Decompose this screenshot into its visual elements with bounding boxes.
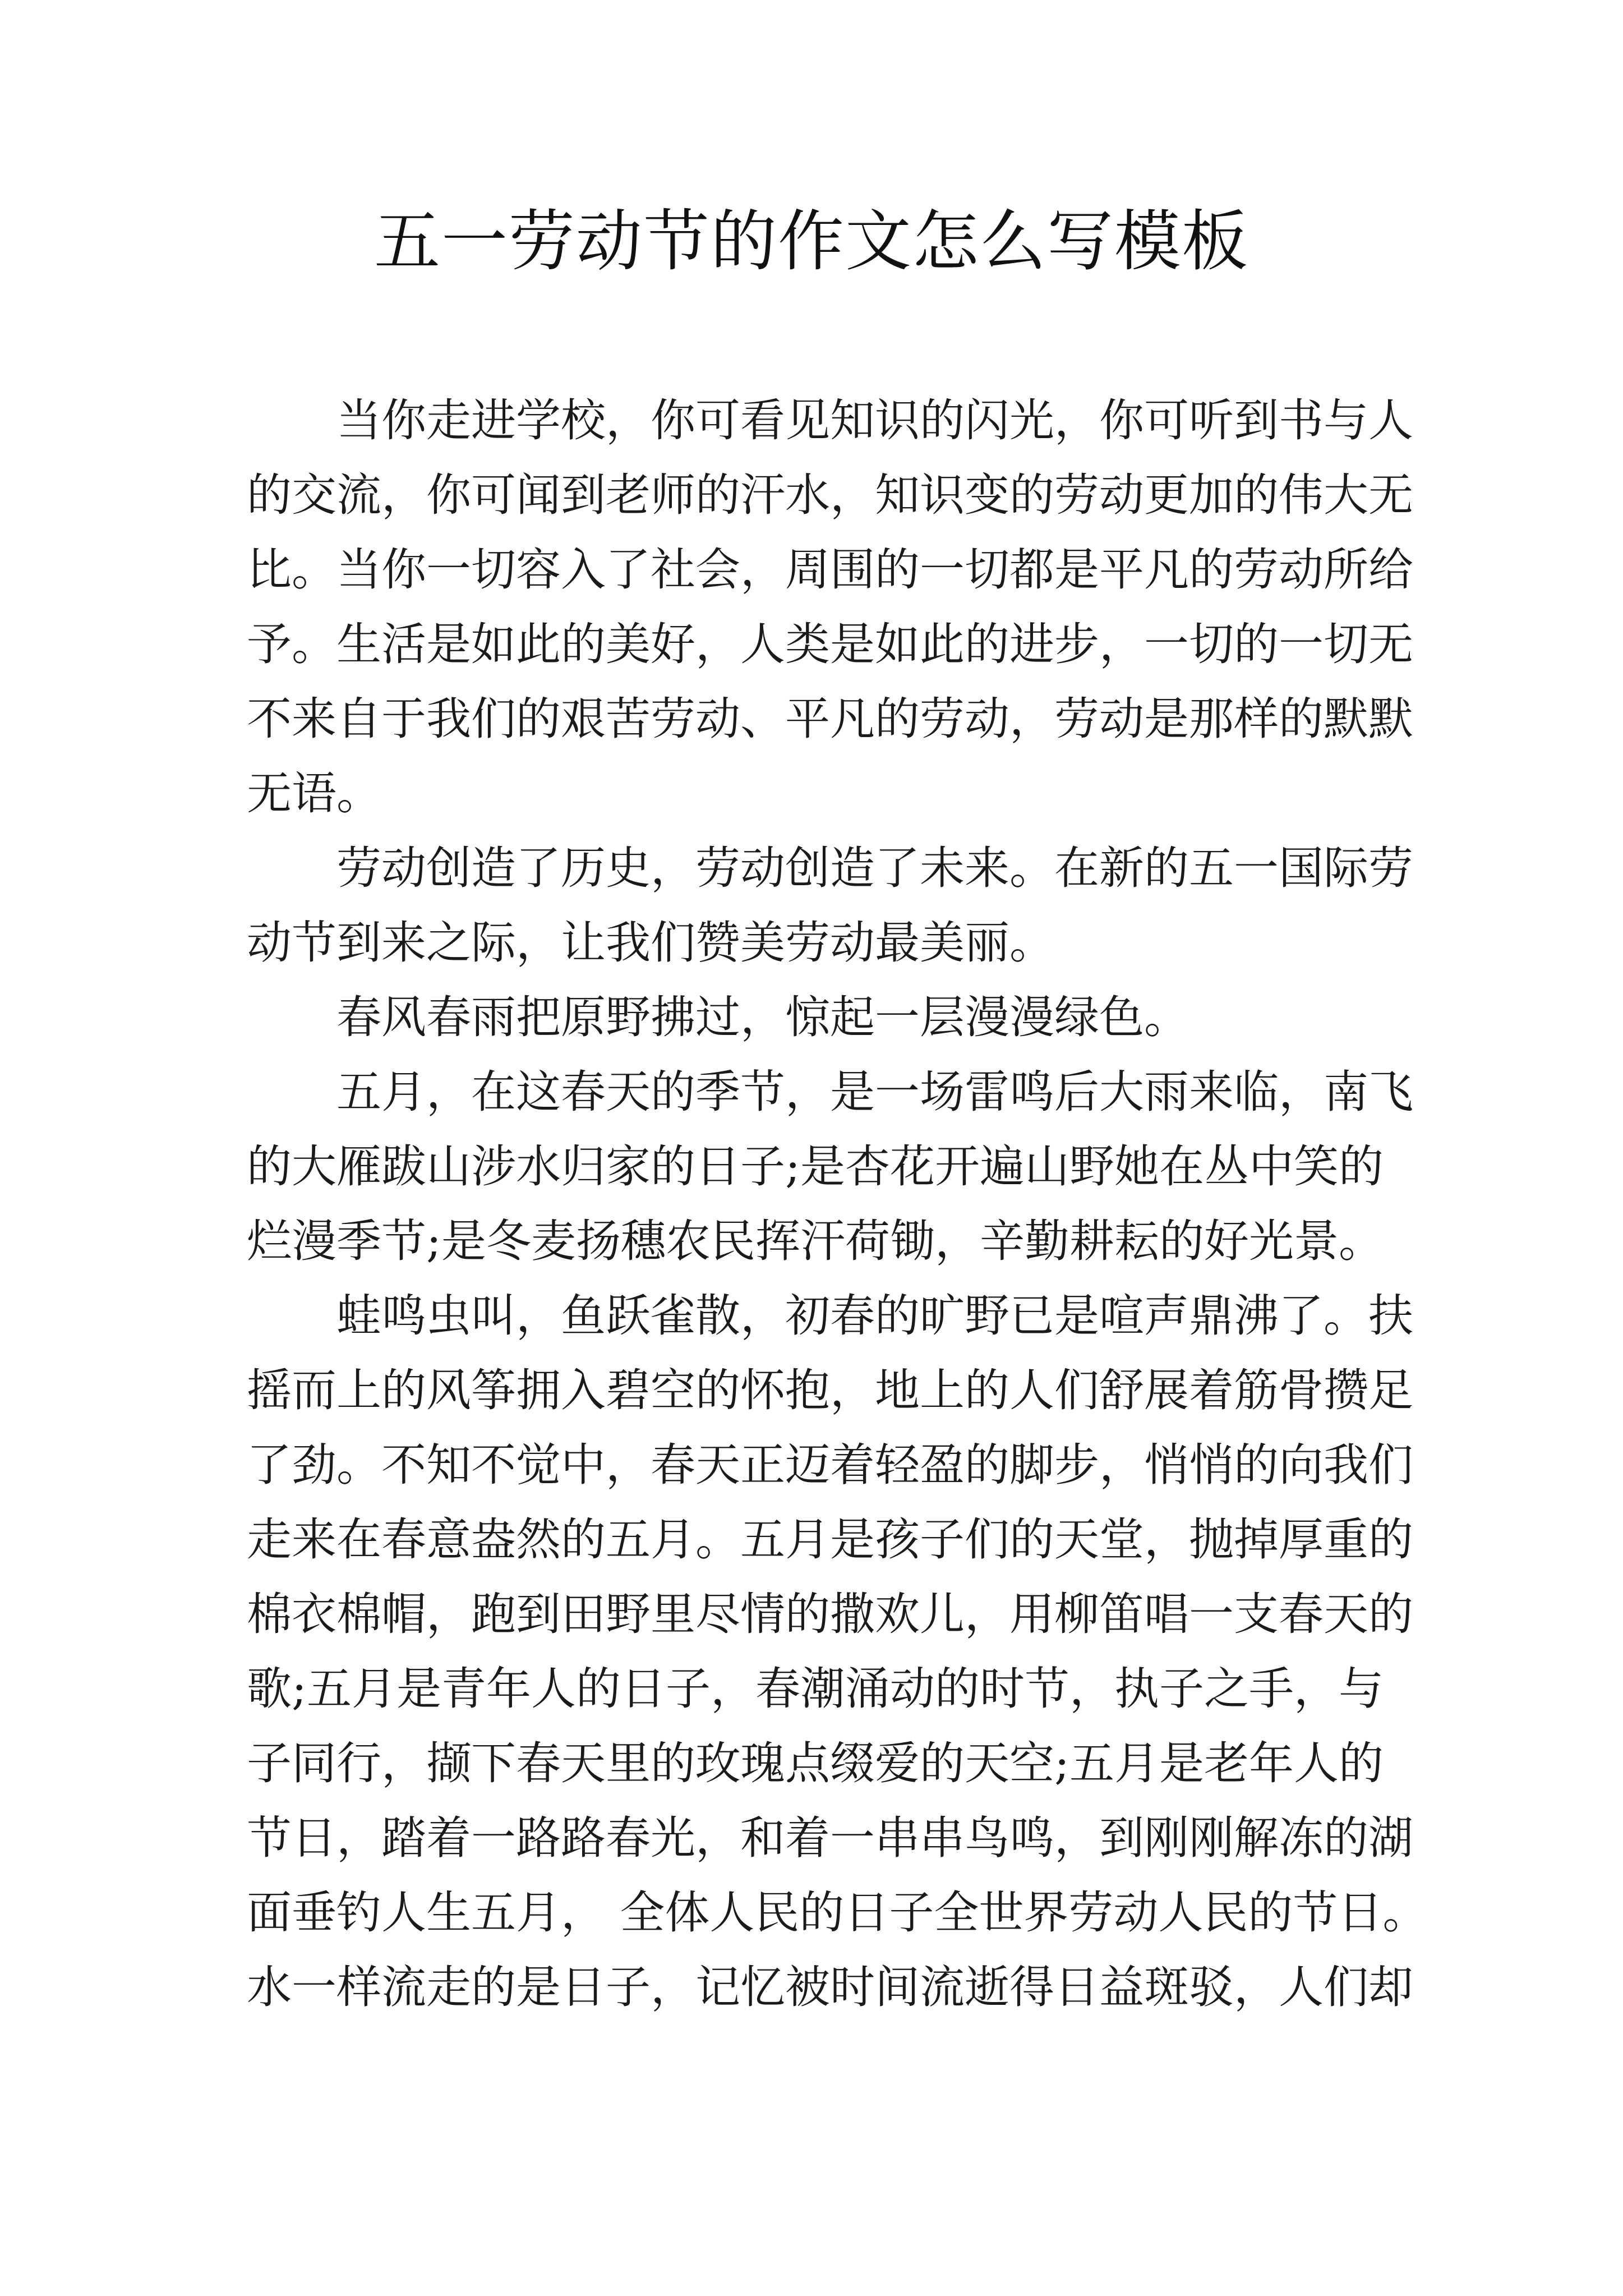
text-line: 棉衣棉帽，跑到田野里尽情的撒欢儿，用柳笛唱一支春天的 xyxy=(247,1588,1413,1640)
text-line: 烂漫季节;是冬麦扬穗农民挥汗荷锄，辛勤耕耘的好光景。 xyxy=(247,1215,1384,1267)
text-line: 的大雁跋山涉水归家的日子;是杏花开遍山野她在丛中笑的 xyxy=(247,1140,1384,1193)
text-line: 水一样流走的是日子，记忆被时间流逝得日益斑驳，人们却 xyxy=(247,1961,1413,2013)
text-line: 面垂钓人生五月， 全体人民的日子全世界劳动人民的节日。 xyxy=(247,1887,1428,1939)
text-line: 劳动创造了历史，劳动创造了未来。在新的五一国际劳 xyxy=(336,842,1413,894)
text-line: 了劲。不知不觉中，春天正迈着轻盈的脚步，悄悄的向我们 xyxy=(247,1439,1413,1491)
text-line: 不来自于我们的艰苦劳动、平凡的劳动，劳动是那样的默默 xyxy=(247,693,1413,745)
text-line: 当你走进学校，你可看见知识的闪光，你可听到书与人 xyxy=(336,394,1413,447)
text-line: 歌;五月是青年人的日子，春潮涌动的时节，执子之手，与 xyxy=(247,1663,1384,1715)
text-line: 蛙鸣虫叫，鱼跃雀散，初春的旷野已是喧声鼎沸了。扶 xyxy=(336,1290,1413,1342)
text-line: 的交流，你可闻到老师的汗水，知识变的劳动更加的伟大无 xyxy=(247,469,1413,521)
text-line: 无语。 xyxy=(247,767,381,820)
text-line: 动节到来之际，让我们赞美劳动最美丽。 xyxy=(247,917,1054,969)
text-line: 节日，踏着一路路春光，和着一串串鸟鸣，到刚刚解冻的湖 xyxy=(247,1812,1413,1864)
text-line: 子同行，撷下春天里的玫瑰点缀爱的天空;五月是老年人的 xyxy=(247,1737,1384,1789)
text-line: 予。生活是如此的美好，人类是如此的进步，一切的一切无 xyxy=(247,618,1413,670)
text-line: 摇而上的风筝拥入碧空的怀抱，地上的人们舒展着筋骨攒足 xyxy=(247,1364,1413,1416)
document-title: 五一劳动节的作文怎么写模板 xyxy=(374,203,1249,280)
text-line: 五月，在这春天的季节，是一场雷鸣后大雨来临，南飞 xyxy=(336,1066,1413,1118)
text-line: 比。当你一切容入了社会，周围的一切都是平凡的劳动所给 xyxy=(247,544,1413,596)
text-line: 春风春雨把原野拂过，惊起一层漫漫绿色。 xyxy=(336,991,1189,1043)
text-line: 走来在春意盎然的五月。五月是孩子们的天堂，抛掉厚重的 xyxy=(247,1513,1413,1566)
